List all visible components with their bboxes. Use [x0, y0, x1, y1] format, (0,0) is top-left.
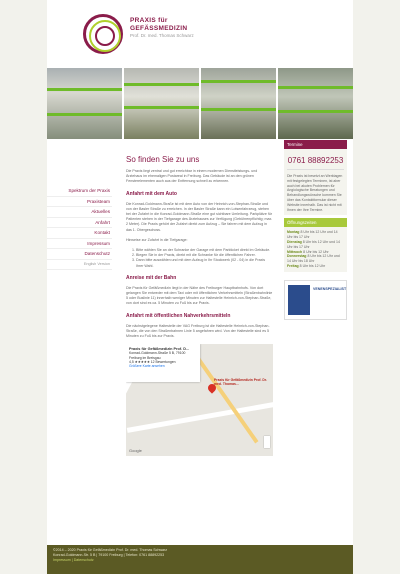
- hours-row: Freitag 8 Uhr bis 12 Uhr: [287, 263, 326, 268]
- page: [47, 0, 353, 574]
- right-sidebar: [284, 140, 347, 320]
- hero-image-1: [47, 68, 122, 139]
- map-larger-link[interactable]: Größere Karte ansehen: [129, 364, 165, 369]
- list-item: 1. Bitte wählen Sie an der Schranke der Garage mit dem Parkticket direkt im Gebäude.: [136, 248, 273, 253]
- google-map[interactable]: [126, 344, 273, 456]
- main-content: [126, 155, 273, 456]
- logo-line2: GEFÄSSMEDIZIN: [130, 24, 188, 32]
- map-card-title: Praxis für Gefäßmedizin Prof. D...: [129, 347, 190, 352]
- logo-icon[interactable]: [83, 14, 123, 54]
- page-title: So finden Sie zu uns: [126, 155, 200, 164]
- nav-impressum[interactable]: Impressum: [47, 239, 112, 250]
- logo-line1: PRAXIS für: [130, 17, 168, 24]
- bahn-text: Die Praxis für Gefäßmedizin liegt in der Nähe des Freiburger Hauptbahnhofs. Von dort gelangen Sie entweder mit dem Taxi oder mit öffentlichen Verkehrsmitteln (Straßenbahnlinie 5 oder Buslinie 11) innerhalb weniger Minuten zur Haltestelle Heinrich-von-Stephan-Straße, von dort sind es ca. 5 Minuten zu Fuß bis zur Praxis.: [126, 285, 273, 306]
- hero-image-4: [278, 68, 353, 139]
- logo-subtitle: Prof. Dr. med. Thomas Schwarz: [130, 33, 194, 38]
- google-logo: Google: [129, 448, 142, 454]
- map-zoom-control[interactable]: [264, 436, 270, 448]
- footer: [47, 545, 353, 574]
- hours-heading: Öffnungszeiten: [284, 218, 347, 227]
- nav-kontakt[interactable]: Kontakt: [47, 228, 112, 239]
- header: [47, 0, 353, 68]
- auto-text: Die Konrad-Goldmann-Straße ist mit dem Auto von der Heinrich-von-Stephan-Straße und von der Basler Straße zu erreichen. In der Basler Straße kann ein Lotsenfahrzeug, stehen bei der Zufahrt in die Konrad-Goldmann-Straße eine gut sichtbare Umleitung. Parkplätze für Patienten stehen in der Tiefgarage des Ärztehauses zur Verfügung (Gebührenpflichtig; max. 2 Meter). Die Praxis gehört der Zufahrt direkt zum Aufzug – Sie fahren mit dem Aufzug in das 1. Obergeschoss.: [126, 201, 273, 232]
- hero-images: [47, 68, 353, 139]
- footer-address: Konrad-Goldmann-Str. 5 B | 79100 Freiburg | Telefon: 0761 88892253: [53, 553, 165, 557]
- list-item: 3. Dann bitte auswählen und mit dem Aufzug in Ihr Stockwerk (02 - 04) in die Praxis Ihrer Wahl.: [136, 258, 273, 268]
- map-card-rating: 4,5 ★★★★★ 12 Bewertungen: [129, 359, 176, 364]
- termine-text: Die Praxis ist besetzt an Werktagen mit festgelegten Terminen, ist aber auch bei akuten Problemen für Angiologische Beratungen und Behandlungswünsche kommen Sie über das Kontaktformular dieser Website innerhalb. Das ist nicht mit Ihnen der Ihre Termine.: [287, 174, 343, 212]
- heading-oepnv: Anfahrt mit öffentlichen Nahverkehrsmitteln: [126, 312, 231, 319]
- hero-image-3: [201, 68, 276, 139]
- hours-row: Dienstag 8 Uhr bis 12 Uhr und 14 Uhr bis 17 Uhr: [287, 239, 340, 249]
- auto-text-2: Hinweise zur Zufahrt in die Tiefgarage:: [126, 237, 188, 242]
- venenspezialist-badge[interactable]: [284, 280, 347, 320]
- nav-praxisteam[interactable]: Praxisteam: [47, 197, 112, 208]
- nav-english[interactable]: English Version: [47, 260, 112, 271]
- footer-copyright: ©2014 – 2020 Praxis für Gefäßmedizin Prof. Dr. med. Thomas Schwarz: [53, 548, 168, 552]
- heading-auto: Anfahrt mit dem Auto: [126, 190, 177, 197]
- logo-text[interactable]: [130, 17, 194, 38]
- termine-box: [284, 149, 347, 215]
- hero-image-2: [124, 68, 199, 139]
- oepnv-text: Die nächstgelegene Haltestelle der VAG Freiburg ist die Haltestelle Heinrich-von-Stephan-Straße, die von den Straßenbahnen Linie 5 angefahren wird. Von der Haltestelle sind es 5 Minuten zu Fuß bis zur Praxis.: [126, 323, 270, 339]
- nav-anfahrt[interactable]: Anfahrt: [47, 218, 112, 229]
- badge-image: [288, 285, 310, 315]
- opening-hours: [284, 227, 347, 271]
- heading-bahn: Anreise mit der Bahn: [126, 274, 177, 281]
- main-nav: [47, 186, 112, 270]
- map-info-card: [126, 344, 200, 382]
- list-item: 2. Biegen Sie in der Praxis, direkt mit die Schranke für die öffentlichen Fahrer.: [136, 253, 273, 258]
- footer-links[interactable]: Impressum | Datenschutz: [53, 558, 94, 562]
- map-card-address: Konrad-Goldmann-Straße 5 B, 79100 Freiburg im Breisgau: [129, 351, 186, 360]
- nav-aktuelles[interactable]: Aktuelles: [47, 207, 112, 218]
- nav-spektrum[interactable]: Spektrum der Praxis: [47, 186, 112, 197]
- badge-label: VENENSPEZIALIST: [313, 286, 347, 291]
- termine-heading: Termine: [284, 140, 347, 149]
- intro-text: Die Praxis liegt zentral und gut erreichbar in einem modernen Dienstleistungs- und Ärztehaus im ehemaligen Postareal in Freiburg. Das Gebäude ist an den grünen Fensterelementen auch aus der Entfernung schnell zu erkennen.: [126, 169, 258, 184]
- map-pin-label: Praxis für Gefäßmedizin Prof. Dr. med. Thomas...: [214, 378, 267, 387]
- garage-steps: [136, 248, 273, 269]
- map-road: [127, 400, 273, 433]
- phone-number[interactable]: 0761 88892253: [287, 152, 344, 170]
- hours-row: Mittwoch 8 Uhr bis 12 Uhr: [287, 249, 329, 254]
- nav-datenschutz[interactable]: Datenschutz: [47, 249, 112, 260]
- hours-row: Montag 8 Uhr bis 12 Uhr und 14 Uhr bis 17 Uhr: [287, 230, 338, 240]
- hours-row: Donnerstag 8 Uhr bis 12 Uhr und 14 Uhr bis 18 Uhr: [287, 254, 340, 264]
